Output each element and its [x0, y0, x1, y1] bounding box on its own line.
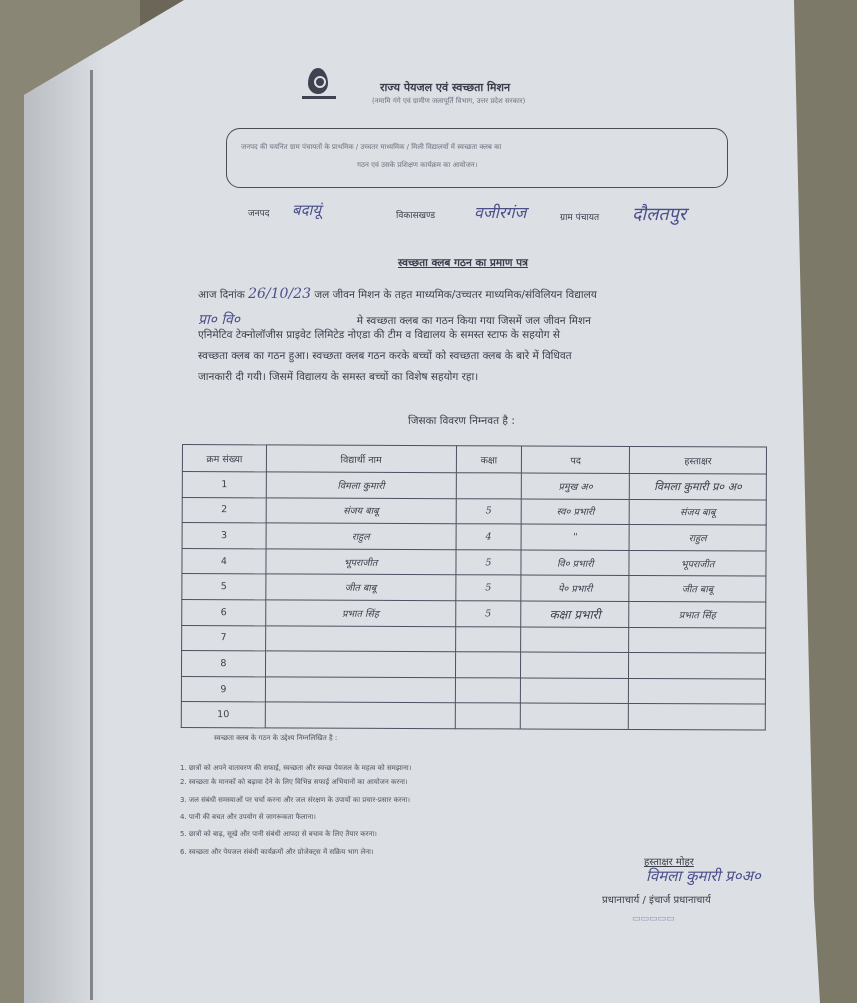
objectives-heading: स्वच्छता क्लब के गठन के उद्देश्य निम्नलिखित है :	[214, 734, 338, 742]
header-class: कक्षा	[456, 446, 522, 473]
table-row: 3 राहुल 4 " राहुल	[182, 523, 766, 551]
cert-line-3: एनिमेटिव टेक्नोलॉजीस प्राइवेट लिमिटेड नोएडा की टीम व विद्यालय के समस्त स्टाफ के सहयोग से	[198, 329, 560, 341]
gp-value: दौलतपुर	[632, 204, 687, 225]
org-subtitle: (नमामि गंगे एवं ग्रामीण जलापूर्ति विभाग, उत्तर प्रदेश सरकार)	[372, 97, 526, 105]
cert-line-5: जानकारी दी गयी। जिसमें विद्यालय के समस्त बच्चों का विशेष सहयोग रहा।	[198, 371, 479, 383]
header-serial: क्रम संख्या	[182, 445, 266, 472]
signature-label: हस्ताक्षर मोहर	[644, 857, 694, 868]
header-post: पद	[522, 446, 630, 473]
objective-item: 2. स्वच्छता के मानकों को बढ़ावा देने के लिए विभिन्न सफाई अभियानों का आयोजन करना।	[180, 778, 408, 786]
paper-fold	[90, 70, 93, 1000]
objective-item: 5. छात्रों को बाढ़, सूखे और पानी संबंधी आपदा से बचाव के लिए तैयार करना।	[180, 830, 377, 838]
table-row: 4 भूपराजीत 5 वि० प्रभारी भूपराजीत	[182, 548, 766, 576]
table-row: 10	[181, 702, 765, 730]
program-line-1: जनपद की चयनित ग्राम पंचायतों के प्राथमिक / उच्चतर माध्यमिक / मिली विद्यालयों में स्वच्छता क्लब का	[241, 143, 502, 151]
program-line-2: गठन एवं उसके प्रशिक्षण कार्यक्रम का आयोजन।	[357, 161, 478, 169]
table-row: 1 विमला कुमारी प्रमुख अ० विमला कुमारी प्र० अ०	[182, 472, 766, 500]
header-name: विद्यार्थी नाम	[266, 445, 456, 473]
cert-line-4: स्वच्छता क्लब का गठन हुआ। स्वच्छता क्लब गठन करके बच्चों को स्वच्छता क्लब के बारे में विधिवत	[198, 350, 572, 362]
cert-line-2: प्रा० वि० मे स्वच्छता क्लब का गठन किया गया जिसमें जल जीवन मिशन	[198, 312, 591, 328]
table-row: 5 जीत बाबू 5 पे० प्रभारी जीत बाबू	[182, 574, 766, 602]
faint-stamp: ▭▭▭▭▭	[632, 914, 675, 924]
table-row: 9	[181, 676, 765, 704]
principal-designation: प्रधानाचार्य / इंचार्ज प्रधानाचार्य	[602, 895, 711, 906]
mission-logo	[298, 68, 340, 112]
cert-line-1: आज दिनांक 26/10/23 जल जीवन मिशन के तहत माध्यमिक/उच्चतर माध्यमिक/संविलियन विद्यालय	[198, 286, 597, 302]
objective-item: 3. जल संबंधी समस्याओं पर चर्चा करना और जल संरक्षण के उपायों का प्रचार-प्रसार करना।	[180, 796, 411, 804]
block-value: वजीरगंज	[474, 203, 527, 222]
student-table	[181, 444, 767, 731]
org-title: राज्य पेयजल एवं स्वच्छता मिशन	[380, 81, 511, 94]
table-header-row	[182, 445, 766, 475]
header-signature: हस्ताक्षर	[630, 446, 767, 474]
objective-item: 6. स्वच्छता और पेयजल संबंधी कार्यक्रमों और प्रोजेक्ट्स में सक्रिय भाग लेना।	[180, 848, 374, 856]
details-heading: जिसका विवरण निम्नवत है :	[408, 415, 515, 427]
block-label: विकासखण्ड	[396, 211, 436, 221]
table-row: 8	[181, 651, 765, 679]
table-row: 7	[182, 625, 766, 653]
objective-item: 1. छात्रों को अपने वातावरण की सफाई, स्वच्छता और स्वच्छ पेयजल के महत्व को समझाना।	[180, 764, 412, 772]
handwritten-signature: विमला कुमारी प्र०अ०	[646, 867, 761, 885]
objective-item: 4. पानी की बचत और उपयोग से जागरूकता फैलाना।	[180, 813, 316, 821]
date-value: 26/10/23	[248, 286, 311, 302]
program-box	[226, 128, 728, 188]
district-label: जनपद	[248, 209, 270, 219]
certificate-title: स्वच्छता क्लब गठन का प्रमाण पत्र	[398, 257, 528, 269]
gp-label: ग्राम पंचायत	[560, 213, 600, 223]
district-value: बदायूं	[292, 201, 322, 219]
table-row: 2 संजय बाबू 5 स्व० प्रभारी संजय बाबू	[182, 497, 766, 525]
table-row: 6 प्रभात सिंह 5 कक्षा प्रभारी प्रभात सिंह	[182, 599, 766, 627]
school-value: प्रा० वि०	[198, 312, 241, 328]
